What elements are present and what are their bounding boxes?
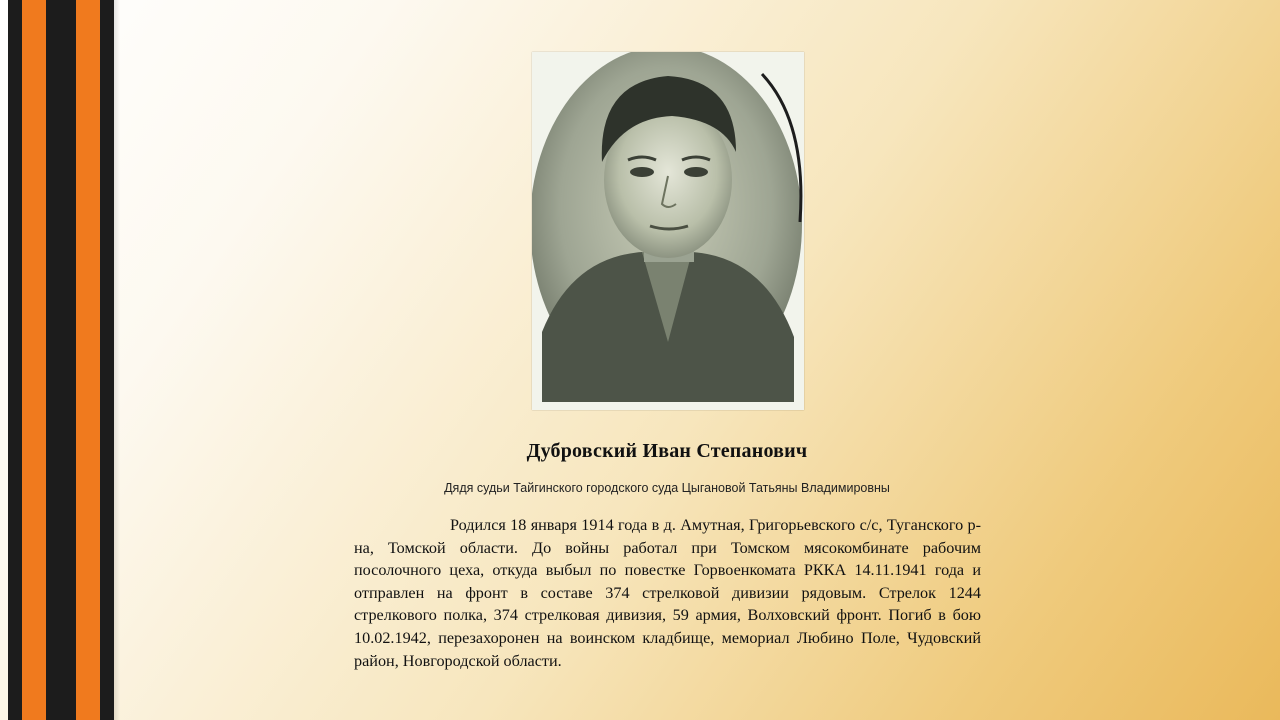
ribbon-stripe-orange [76,0,100,720]
ribbon-stripe-black [8,0,22,720]
person-relation: Дядя судьи Тайгинского городского суда Цыгановой Татьяны Владимировны [444,481,890,495]
person-name: Дубровский Иван Степанович [526,440,808,462]
ribbon-stripe-orange [22,0,46,720]
ribbon-stripe-black [100,0,114,720]
portrait-photo-icon [532,52,804,410]
ribbon-shadow [114,0,120,720]
portrait-photo [532,52,804,410]
ribbon-stripe-black [46,0,76,720]
person-biography: Родился 18 января 1914 года в д. Амутная, Григорьевского с/с, Туганского р-на, Томской области. До войны работал при Томском мясокомбинате рабочим посолочного цеха, откуда выбыл по повестке Горвоенкомата РККА 14.11.1941 года и отправлен на фронт в составе 374 стрелковой дивизии рядовым. Стрелок 1244 стрелкового полка, 374 стрелковая дивизия, 59 армия, Волховский фронт. Погиб в бою 10.02.1942, перезахоронен на воинском кладбище, мемориал Любино Поле, Чудовский район, Новгородской области. [354,516,981,670]
st-george-ribbon [8,0,114,720]
